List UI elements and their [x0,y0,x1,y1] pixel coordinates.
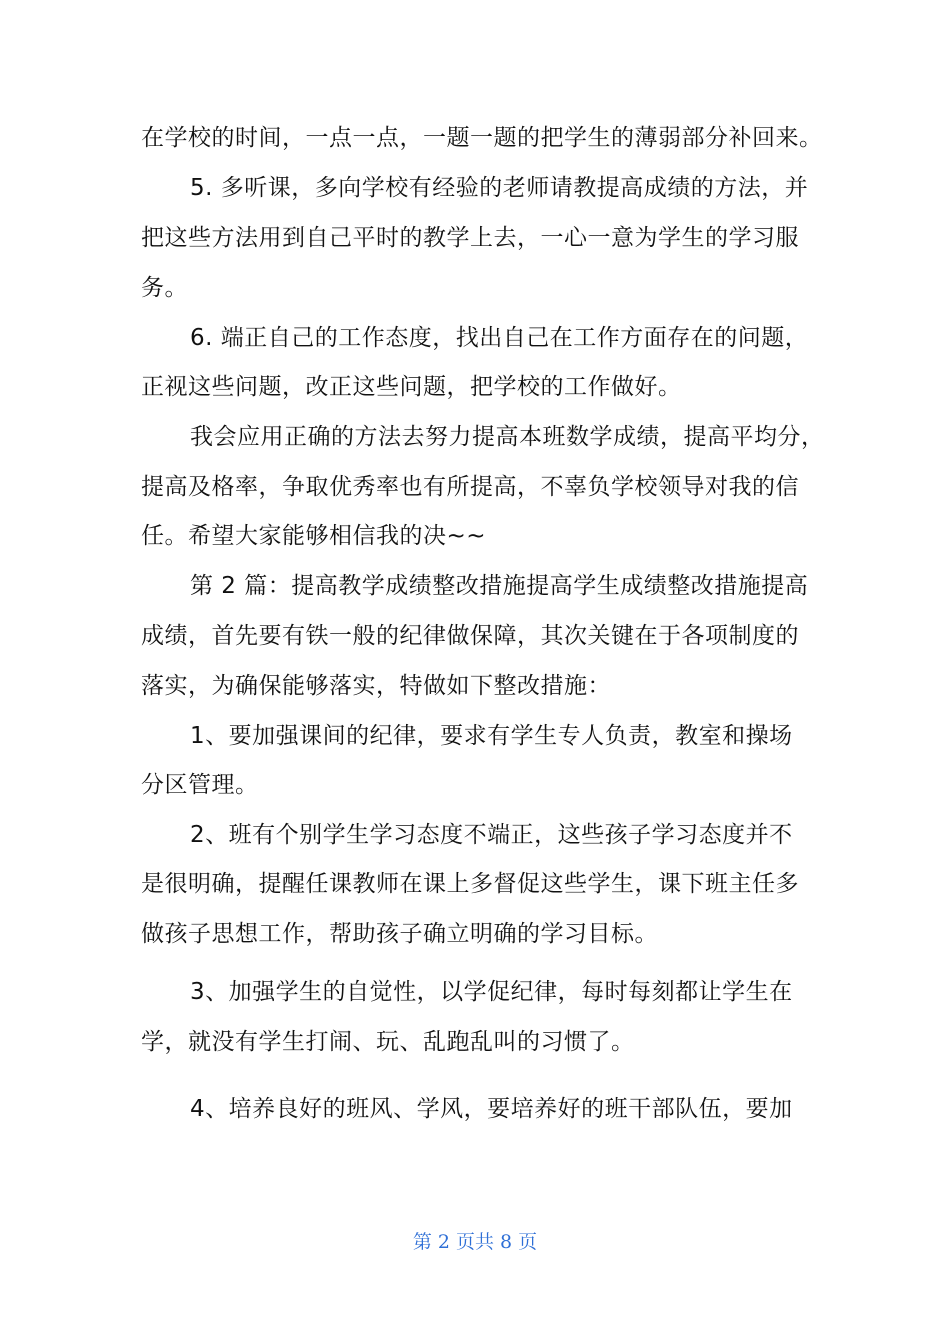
text-line: 4、培养良好的班风、学风，要培养好的班干部队伍，要加 [190,1096,793,1122]
text-line: 2、班有个别学生学习态度不端正，这些孩子学习态度并不 [190,822,793,848]
text-line: 成绩，首先要有铁一般的纪律做保障，其次关键在于各项制度的 [141,623,799,649]
text-line: 任。希望大家能够相信我的决~~ [141,523,487,549]
text-line: 6. 端正自己的工作态度，找出自己在工作方面存在的问题， [190,325,809,351]
text-line: 把这些方法用到自己平时的教学上去，一心一意为学生的学习服 [141,225,799,251]
text-line: 落实，为确保能够落实，特做如下整改措施： [141,673,611,699]
text-line: 分区管理。 [141,772,259,798]
text-line: 是很明确，提醒任课教师在课上多督促这些学生，课下班主任多 [141,871,799,897]
text-line: 第 2 篇：提高教学成绩整改措施提高学生成绩整改措施提高 [190,573,809,599]
text-line: 我会应用正确的方法去努力提高本班数学成绩，提高平均分， [190,424,825,450]
text-line: 务。 [141,275,188,301]
text-line: 1、要加强课间的纪律，要求有学生专人负责，教室和操场 [190,723,793,749]
text-line: 3、加强学生的自觉性，以学促纪律，每时每刻都让学生在 [190,979,793,1005]
text-line: 做孩子思想工作，帮助孩子确立明确的学习目标。 [141,921,658,947]
text-line: 学，就没有学生打闹、玩、乱跑乱叫的习惯了。 [141,1029,635,1055]
page-number: 第 2 页共 8 页 [412,1231,538,1253]
text-line: 正视这些问题，改正这些问题，把学校的工作做好。 [141,374,682,400]
text-line: 在学校的时间，一点一点，一题一题的把学生的薄弱部分补回来。 [141,125,823,151]
text-line: 5. 多听课，多向学校有经验的老师请教提高成绩的方法，并 [190,175,809,201]
text-line: 提高及格率，争取优秀率也有所提高，不辜负学校领导对我的信 [141,474,799,500]
